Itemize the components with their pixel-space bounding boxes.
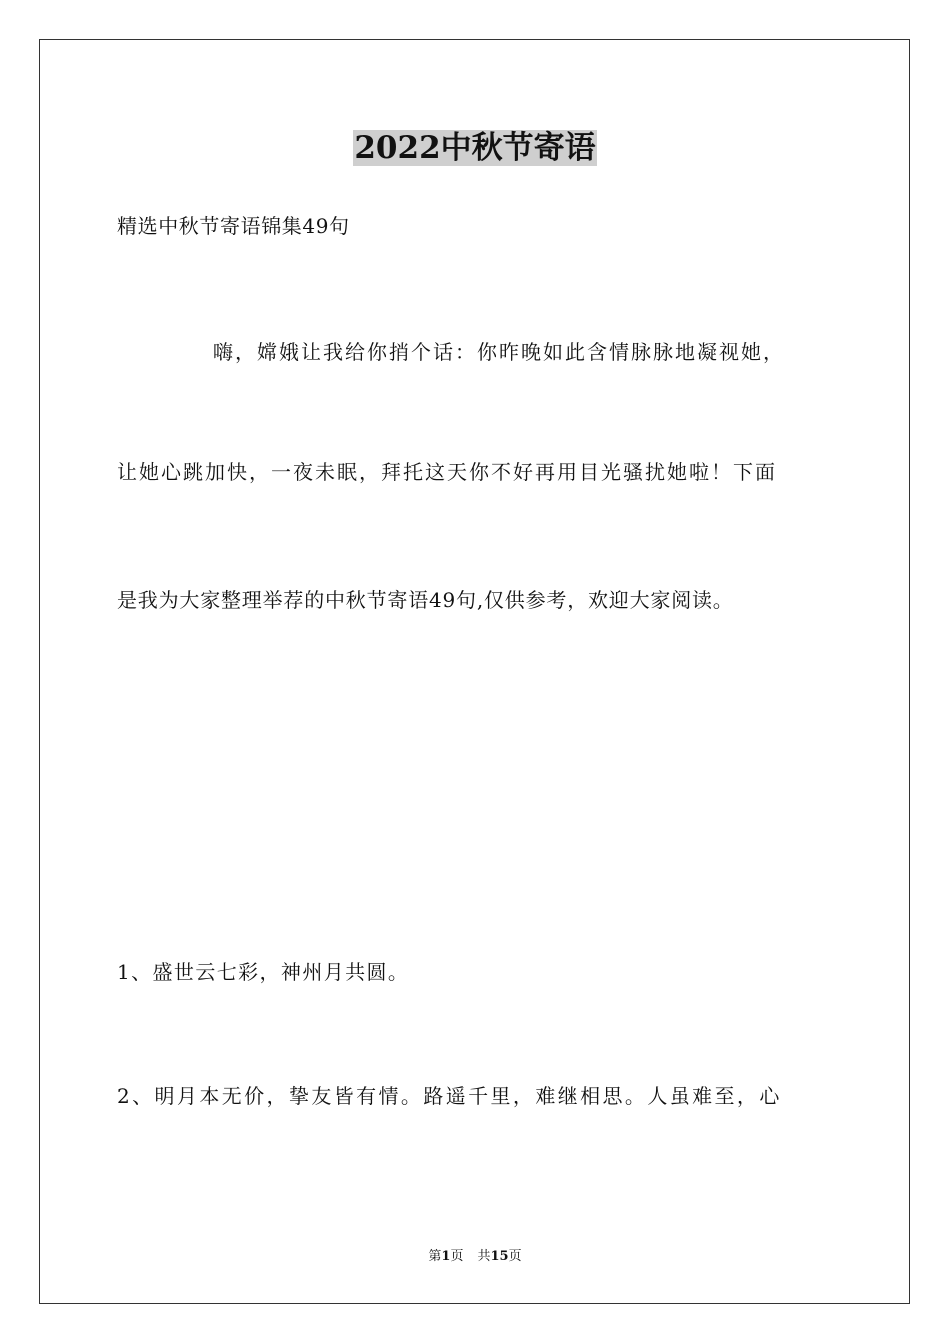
page-current: 1 [441, 1249, 451, 1264]
page-total: 15 [490, 1249, 509, 1264]
list-item: 1、盛世云七彩，神州月共圆。 [117, 960, 410, 984]
document-title-text: 2022中秋节寄语 [354, 130, 596, 166]
document-title [0, 128, 950, 168]
page-suffix: 页 [450, 1249, 464, 1264]
intro-paragraph-line-1: 嗨，嫦娥让我给你捎个话：你昨晚如此含情脉脉地凝视她， [213, 340, 785, 364]
intro-paragraph-line-3: 是我为大家整理举荐的中秋节寄语49句,仅供参考，欢迎大家阅读。 [117, 588, 734, 612]
page-footer [0, 1248, 950, 1266]
list-item: 2、明月本无价，挚友皆有情。路遥千里，难继相思。人虽难至，心 [117, 1084, 782, 1108]
total-suffix: 页 [508, 1249, 522, 1264]
total-prefix: 共 [477, 1249, 491, 1264]
intro-paragraph-line-2: 让她心跳加快，一夜未眠，拜托这天你不好再用目光骚扰她啦！下面 [117, 460, 777, 484]
document-subtitle: 精选中秋节寄语锦集49句 [117, 214, 350, 238]
page-prefix: 第 [428, 1249, 442, 1264]
